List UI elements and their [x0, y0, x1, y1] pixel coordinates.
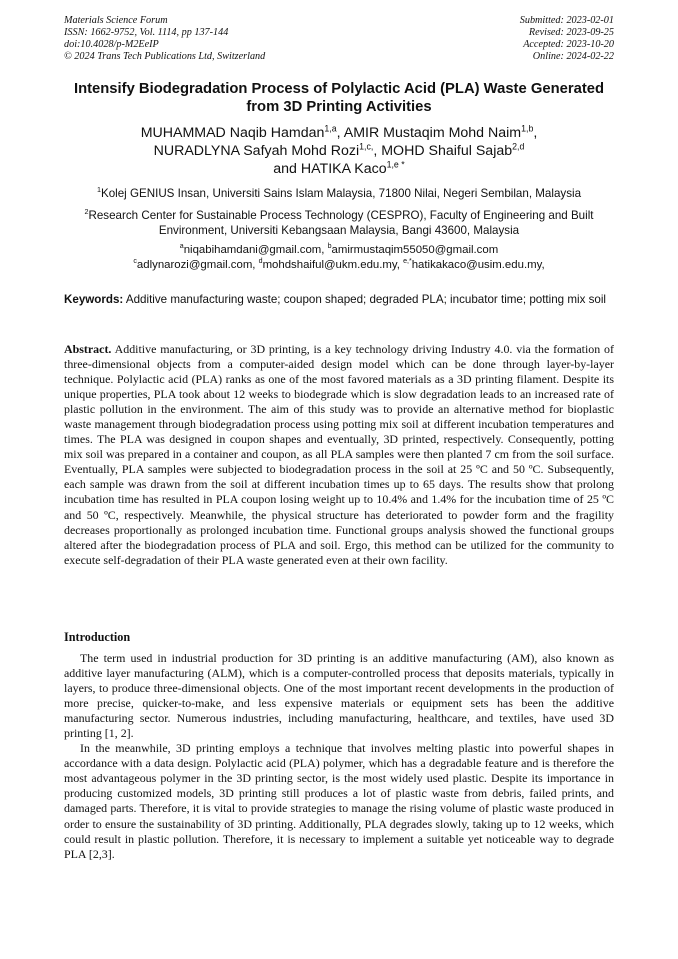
journal-issn: ISSN: 1662-9752, Vol. 1114, pp 137-144 — [64, 27, 229, 38]
email-mark: d — [258, 258, 263, 266]
journal-doi: doi:10.4028/p-M2EeIP — [64, 39, 159, 50]
date-accepted: Accepted: 2023-10-20 — [523, 39, 614, 50]
author-name: NURADLYNA Safyah Mohd Rozi — [153, 143, 360, 159]
author-separator: , — [336, 125, 344, 141]
author-name: HATIKA Kaco — [300, 161, 387, 177]
author-name: MOHD Shaiful Sajab — [381, 143, 513, 159]
author-affiliation-mark: 1,b — [521, 123, 534, 134]
email-mark: b — [327, 243, 332, 251]
paragraph: The term used in industrial production for 3D printing is an additive manufacturing (AM), also known as additive layer manufacturing (ALM), which is a computer-controlled process that deposits materials, typically in layers, to produce three-dimensional objects. One of the most important recent developments in the production of more precise, quicker-to-make, and less expensive materials or equipment sets has been the additive manufacturing sector. Numerous industries, including manufacturing, healthcare, and textiles, have used 3D printing [1, 2]. — [64, 651, 614, 741]
paper-title: Intensify Biodegradation Process of Polylactic Acid (PLA) Waste Generated from 3D Printing Activities — [73, 81, 605, 115]
author-emails — [64, 243, 614, 273]
email-link[interactable]: adlynarozi@gmail.com, — [136, 259, 259, 271]
submission-dates — [520, 15, 614, 63]
journal-copyright: © 2024 Trans Tech Publications Ltd, Switzerland — [64, 51, 266, 62]
email-link[interactable]: niqabihamdani@gmail.com, — [183, 244, 328, 256]
author-separator: , — [373, 143, 382, 159]
date-submitted: Submitted: 2023-02-01 — [519, 15, 614, 26]
author-affiliation-mark: 1,a — [324, 123, 337, 134]
email-mark: c — [133, 258, 137, 266]
journal-name: Materials Science Forum — [64, 15, 168, 26]
date-online: Online: 2024-02-22 — [532, 51, 614, 62]
affiliation-mark: 2 — [84, 207, 89, 217]
paragraph: In the meanwhile, 3D printing employs a technique that involves melting plastic into powerful shapes in accordance with a data design. Polylactic acid (PLA) polymer, which has a degradable feature and is therefore the most advantageous polymer in the 3D printing sector, is the most widely used plastic. Despite its importance in producing customized models, 3D printing still produces a lot of plastic waste from debris, failed prints, and damaged parts. Therefore, it is vital to provide strategies to manage the rising volume of plastic waste produced in order to ensure the sustainability of 3D printing. Additionally, PLA degrades slowly, taking up to 12 weeks, which could result in plastic pollution. Therefore, it is necessary to implement a suitable yet noticeable way to degrade PLA [2,3]. — [64, 741, 614, 861]
author-affiliation-mark: 1,c, — [359, 141, 374, 152]
author-name: AMIR Mustaqim Mohd Naim — [343, 125, 522, 141]
author-affiliation-mark: 2,d — [512, 141, 525, 152]
email-link[interactable]: hatikakaco@usim.edu.my, — [411, 259, 545, 271]
author-affiliation-mark: 1,e * — [386, 159, 405, 170]
email-mark: e,* — [403, 258, 412, 266]
affiliation-text: Kolej GENIUS Insan, Universiti Sains Islam Malaysia, 71800 Nilai, Negeri Sembilan, Malaysia — [100, 187, 582, 200]
affiliation — [64, 208, 614, 238]
keywords-text: Additive manufacturing waste; coupon shaped; degraded PLA; incubator time; potting mix soil — [123, 293, 606, 306]
author-conjunction: and — [273, 161, 301, 177]
author-separator: , — [533, 125, 538, 141]
abstract-text: Additive manufacturing, or 3D printing, is a key technology driving Industry 4.0. via the formation of three-dimensional objects from a computer-aided design model which can be done through layer-by-layer technique. Polylactic acid (PLA) ranks as one of the most favored materials as a 3D printing filament. Despite its unique properties, PLA took about 12 weeks to biodegrade which is slow degradation leads to an increased rate of plastic pollution in the environment. The aim of this study was to provide an alternative method for bioplastic waste management through biodegradation process using potting mix soil at different incubation temperatures and times. The PLA was designed in coupon shapes and eventually, 3D printed, respectively. Consequently, potting mix soil was prepared in a container and coupon, as all PLA samples were then planted 7 cm from the soil surface. Eventually, PLA samples were subjected to biodegradation process in the soil at 25 ºC and 50 ºC. Subsequently, each sample was drawn from the soil at different incubation times up to 65 days. The results show that prolong incubation time has resulted in PLA coupon losing weight up to 10.4% and 1.4% for the incubation time of 25 ºC and 50 ºC, respectively. Meanwhile, the physical structure has deteriorated to powder form and the fragility decreases proportionally as prolonged incubation time. Functional groups analysis showed the functional groups altered after the biodegradation process of PLA and soil. Ergo, this method can be utilized for the community to execute self-degradation of their PLA waste generated even at their own facility. — [64, 342, 614, 567]
affiliation — [64, 186, 614, 201]
abstract-label: Abstract. — [64, 342, 112, 356]
author-list — [64, 124, 614, 178]
affiliation-mark: 1 — [96, 185, 101, 195]
email-link[interactable]: mohdshaiful@ukm.edu.my, — [262, 259, 404, 271]
date-revised: Revised: 2023-09-25 — [528, 27, 614, 38]
keywords — [64, 292, 614, 307]
author-name: MUHAMMAD Naqib Hamdan — [140, 125, 325, 141]
journal-info — [64, 15, 265, 63]
email-link[interactable]: amirmustaqim55050@gmail.com — [331, 244, 499, 256]
section-heading-introduction: Introduction — [64, 630, 131, 644]
abstract — [64, 342, 614, 568]
affiliation-text: Research Center for Sustainable Process Technology (CESPRO), Faculty of Engineering and Built Environment, Universiti Kebangsaan Malaysia, Bangi 43600, Malaysia — [88, 209, 594, 237]
introduction-body — [64, 651, 614, 862]
email-mark: a — [179, 243, 184, 251]
keywords-label: Keywords: — [64, 293, 124, 306]
